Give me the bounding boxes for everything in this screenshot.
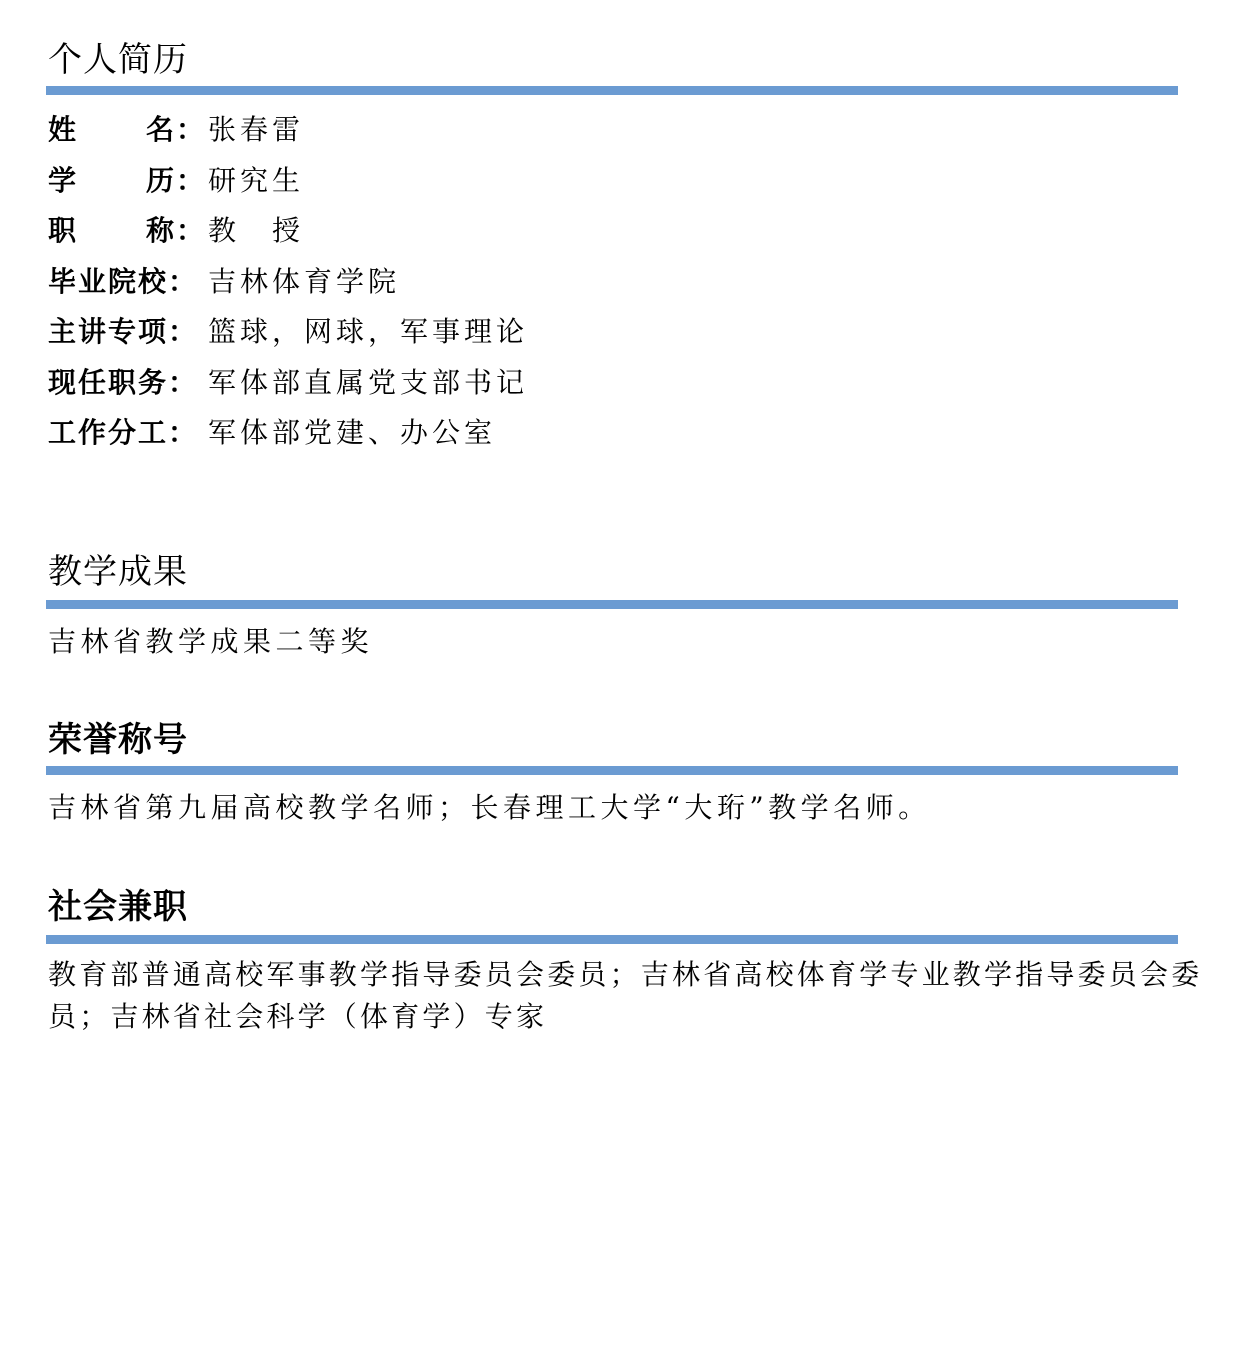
profile-row-duty <box>46 408 1178 459</box>
profile-value-specialty: 篮球，网球，军事理论 <box>208 315 529 348</box>
honors-divider <box>46 766 1178 775</box>
honors-section <box>46 720 1178 829</box>
honors-text: 吉林省第九届高校教学名师；长春理工大学“大珩”教学名师。 <box>48 791 931 824</box>
social-title: 社会兼职 <box>48 887 188 927</box>
teaching-title: 教学成果 <box>48 552 188 592</box>
social-divider <box>46 935 1178 944</box>
teaching-section <box>46 552 1178 663</box>
profile-label-duty: 工作分工： <box>48 416 199 449</box>
profile-label-title: 职 称： <box>48 214 206 247</box>
social-text: 教育部普通高校军事教学指导委员会委员；吉林省高校体育学专业教学指导委员会委员；吉林省社会科学（体育学）专家 <box>48 958 1203 1033</box>
profile-value-duty: 军体部党建、办公室 <box>208 416 497 449</box>
profile-row-title <box>46 206 1178 257</box>
teaching-divider <box>46 600 1178 609</box>
profile-row-position <box>46 358 1178 409</box>
profile-row-name <box>46 105 1178 156</box>
profile-row-education <box>46 156 1178 207</box>
profile-label-name: 姓 名： <box>48 113 206 146</box>
profile-row-school <box>46 257 1178 308</box>
profile-row-specialty <box>46 307 1178 358</box>
profile-value-school: 吉林体育学院 <box>208 264 401 298</box>
profile-value-position: 军体部直属党支部书记 <box>208 365 529 399</box>
profile-label-specialty: 主讲专项： <box>48 315 199 348</box>
profile-label-school: 毕业院校： <box>48 264 199 298</box>
profile-value-name: 张春雷 <box>208 113 305 146</box>
profile-label-education: 学 历： <box>48 163 206 197</box>
profile-label-position: 现任职务： <box>48 365 199 399</box>
profile-divider <box>46 86 1178 95</box>
profile-value-title: 教 授 <box>208 214 305 247</box>
teaching-text: 吉林省教学成果二等奖 <box>48 625 374 658</box>
social-section <box>46 887 1203 1038</box>
honors-title: 荣誉称号 <box>48 720 188 760</box>
profile-section <box>46 40 1178 459</box>
profile-list <box>46 105 1178 459</box>
profile-value-education: 研究生 <box>208 163 305 197</box>
profile-title: 个人简历 <box>48 40 188 80</box>
